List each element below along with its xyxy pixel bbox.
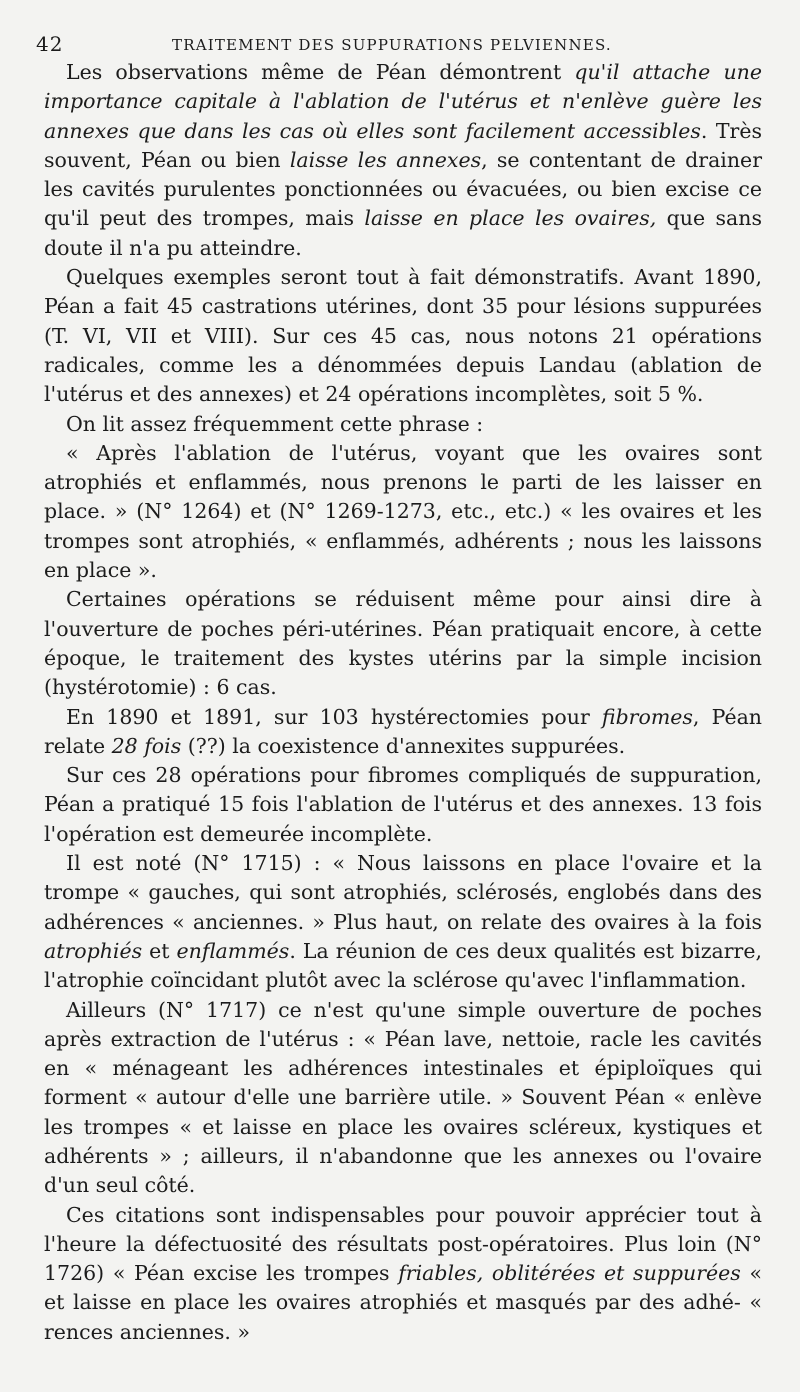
text-run: que sans doute il n'a pu atteindre. (44, 206, 762, 260)
page-number: 42 (36, 32, 64, 56)
text-run: Ces citations sont indispensables pour pouvoir apprécier tout à l'heure la défectuosité des résultats post-opératoires. Plus loin (N° 1726) « Péan excise les trompes (44, 1202, 762, 1286)
running-head (36, 24, 762, 58)
text-run: , se contentant de drainer les cavités purulentes ponctionnées ou évacuées, ou bien excise ce qu'il peut des trompes, mais (44, 147, 762, 231)
text-run: Il est noté (N° 1715) : « Nous laissons en place l'ovaire et la trompe « gauches, qui sont atrophiés, sclérosés, englobés dans des adhérences « anciennes. » Plus haut, on relate des ovaires à la fois (44, 851, 762, 934)
paragraph-8 (44, 849, 762, 995)
text-run: , Péan relate (44, 704, 762, 758)
text-run: En 1890 et 1891, sur 103 hystérectomies pour (66, 704, 602, 729)
paragraph-6 (44, 703, 762, 762)
paragraph-4: « Après l'ablation de l'utérus, voyant que les ovaires sont atrophiés et enflammés, nous prenons le parti de les laisser en place. » (N° 1264) et (N° 1269-1273, etc., etc.) « les ovaires et les trompes sont atrophiés, « enflammés, adhérents ; nous les laissons en place ». (44, 440, 762, 583)
text-run: Les observations même de Péan démontrent (66, 60, 575, 84)
text-run: . La réunion de ces deux qualités est bizarre, l'atrophie coïncidant plutôt avec la sclérose qu'avec l'inflammation. (44, 938, 763, 993)
italic-run: fibromes (601, 704, 693, 729)
running-title: TRAITEMENT DES SUPPURATIONS PELVIENNES. (172, 36, 612, 54)
paragraph-1 (44, 58, 762, 263)
text-run: « et laisse en place les ovaires atrophiés et masqués par des adhé- « rences anciennes. » (44, 1261, 762, 1344)
text-run: . Très souvent, Péan ou bien (44, 118, 762, 172)
body-text (44, 58, 762, 1347)
italic-run: laisse en place les ovaires, (364, 206, 657, 231)
italic-run: enflammés (176, 938, 290, 963)
text-run: (??) la coexistence d'annexites suppurées. (181, 733, 626, 758)
paragraph-3: On lit assez fréquemment cette phrase : (66, 411, 484, 436)
paragraph-5: Certaines opérations se réduisent même pour ainsi dire à l'ouverture de poches péri-utérines. Péan pratiquait encore, à cette époque, le traitement des kystes utérins par la simple incision (hystérotomie) : 6 cas. (44, 587, 762, 700)
paragraph-10 (44, 1201, 762, 1347)
text-run: et (142, 938, 177, 963)
paragraph-9: Ailleurs (N° 1717) ce n'est qu'une simple ouverture de poches après extraction de l'utérus : « Péan lave, nettoie, racle les cavités en « ménageant les adhérences intestinales et épiploïques qui forment « autour d'elle une barrière utile. » Souvent Péan « enlève les trompes « et laisse en place les ovaires scléreux, kystiques et adhérents » ; ailleurs, il n'abandonne que les annexes ou l'ovaire d'un seul côté. (44, 997, 762, 1198)
italic-run: qu'il attache une importance capitale à l'ablation de l'utérus et n'enlève guère les annexes que dans les cas où elles sont facilement accessibles (44, 60, 762, 143)
italic-run: laisse les annexes (289, 147, 482, 172)
paragraph-7: Sur ces 28 opérations pour fibromes compliqués de suppuration, Péan a pratiqué 15 fois l'ablation de l'utérus et des annexes. 13 fois l'opération est demeurée incomplète. (44, 763, 762, 846)
italic-run: atrophiés (44, 938, 143, 963)
italic-run: 28 fois (111, 733, 182, 758)
paragraph-2: Quelques exemples seront tout à fait démonstratifs. Avant 1890, Péan a fait 45 castrations utérines, dont 35 pour lésions suppurées (T. VI, VII et VIII). Sur ces 45 cas, nous notons 21 opérations radicales, comme les a dénommées depuis Landau (ablation de l'utérus et des annexes) et 24 opérations incomplètes, soit 5 %. (44, 265, 762, 407)
italic-run: friables, oblitérées et suppurées (398, 1261, 741, 1286)
